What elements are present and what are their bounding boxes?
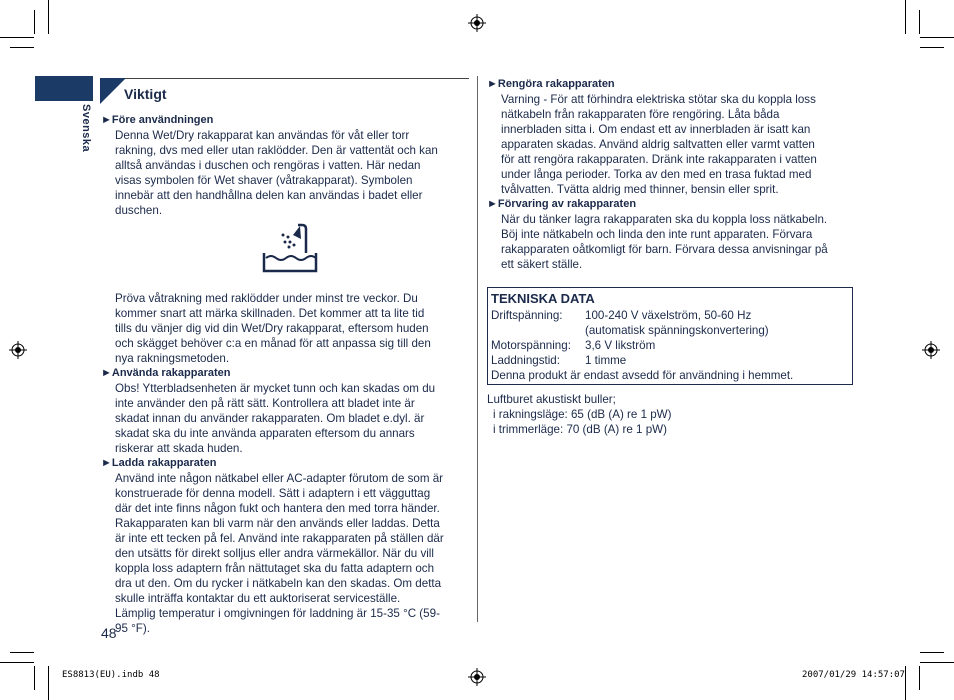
- crop-mark: [0, 37, 34, 38]
- text-line: nya rakningsmetoden.: [115, 352, 230, 365]
- crop-mark: [34, 666, 35, 690]
- tech-label: Driftspänning:: [491, 309, 563, 322]
- text-line: tills du vänjer dig vid din Wet/Dry rakapparat, eftersom huden: [115, 322, 429, 335]
- text-line: visas symbolen för Wet shaver (våtrakapparat). Symbolen: [115, 174, 413, 187]
- text-line: Lämplig temperatur i omgivningen för laddning är 15-35 °C (59-: [115, 607, 440, 620]
- tech-value: (automatisk spänningskonvertering): [585, 324, 769, 337]
- text-line: konstruerade för denna modell. Sätt i adaptern i ett vägguttag: [115, 487, 431, 500]
- tech-value: 100-240 V växelström, 50-60 Hz: [585, 309, 752, 322]
- crop-mark: [920, 662, 954, 663]
- subheading: ►Ladda rakapparaten: [101, 457, 217, 469]
- subheading: ►Rengöra rakapparaten: [487, 78, 615, 90]
- text-line: nätkabeln från rakapparaten före rengöring. Låta båda: [501, 108, 780, 121]
- text-line: 95 °F).: [115, 622, 150, 635]
- shower-bath-icon: [260, 223, 322, 275]
- language-label: Svenska: [80, 104, 92, 153]
- tech-value: 3,6 V likström: [585, 339, 656, 352]
- text-line: Varning - För att förhindra elektriska stötar ska du koppla loss: [501, 93, 816, 106]
- text-line: duschen.: [115, 204, 163, 217]
- subheading: ►Använda rakapparaten: [101, 367, 231, 379]
- text-line: Använd inte någon nätkabel eller AC-adapter förutom de som är: [115, 472, 444, 485]
- tech-value: 1 timme: [585, 354, 627, 367]
- registration-mark-icon: [468, 14, 486, 32]
- subheading: ►Före användningen: [101, 114, 214, 126]
- heading-marker: [100, 78, 126, 104]
- text-line: rakning, dvs med eller utan raklödder. Den är vattentät och kan: [115, 144, 438, 157]
- registration-mark-icon: [922, 341, 940, 359]
- crop-mark: [920, 47, 944, 48]
- text-line: koppla loss adaptern från nättutaget ska du fatta adaptern och: [115, 562, 435, 575]
- text-line: Denna Wet/Dry rakapparat kan användas för våt eller torr: [115, 129, 410, 142]
- heading-rule: [101, 78, 469, 79]
- subheading: ►Förvaring av rakapparaten: [487, 198, 637, 210]
- text-line: i rakningsläge: 65 (dB (A) re 1 pW): [493, 408, 672, 421]
- text-line: för att rengöra rakapparaten. Dränk inte rakapparaten i vatten: [501, 153, 817, 166]
- tech-label: Laddningstid:: [491, 354, 560, 367]
- page-number: 48: [101, 625, 117, 641]
- text-line: skadat ska du inte använda apparaten eftersom du annars: [115, 427, 415, 440]
- text-line: Böj inte nätkabeln och linda den inte runt apparaten. Förvara: [501, 228, 813, 241]
- paragraph-using: [101, 381, 473, 456]
- noise-info: [487, 392, 847, 437]
- crop-mark: [10, 652, 34, 653]
- text-line: riskerar att skada huden.: [115, 442, 243, 455]
- registration-mark-icon: [9, 341, 27, 359]
- text-line: i trimmerläge: 70 (dB (A) re 1 pW): [493, 423, 667, 436]
- text-line: kommer snart att märka skillnaden. Det kommer att ta lite tid: [115, 307, 425, 320]
- text-line: dra ut den. Om du rycker i nätkabeln kan den skadas. Om detta: [115, 577, 442, 590]
- crop-mark: [919, 10, 920, 34]
- language-tab: [35, 76, 93, 101]
- text-line: under långa perioder. Torka av den med en trasa fuktad med: [501, 168, 812, 181]
- text-line: Obs! Ytterbladsenheten är mycket tunn och kan skadas om du: [115, 382, 436, 395]
- text-line: När du tänker lagra rakapparaten ska du koppla loss nätkabeln.: [501, 213, 828, 226]
- technical-data-box: [487, 287, 853, 385]
- text-line: apparaten skadas. Använd aldrig saltvatten eller varmt vatten: [501, 138, 815, 151]
- text-line: är inte ett tecken på fel. Använd inte rakapparaten på ställen där: [115, 532, 444, 545]
- technical-data-title: TEKNISKA DATA: [491, 291, 595, 306]
- text-line: innebär att den handhållna delen kan användas i badet eller: [115, 189, 423, 202]
- footer-file: ES8813(EU).indb 48: [62, 670, 160, 680]
- text-line: Pröva våtrakning med raklödder under minst tre veckor. Du: [115, 292, 418, 305]
- tech-label: Motorspänning:: [491, 339, 571, 352]
- column-divider: [477, 76, 478, 622]
- text-line: och skägget behöver c:a en månad för att anpassa sig till den: [115, 337, 431, 350]
- crop-mark: [0, 662, 34, 663]
- text-line: Rakapparaten kan bli varm när den används eller laddas. Detta: [115, 517, 440, 530]
- crop-mark: [34, 10, 35, 34]
- section-heading: Viktigt: [124, 86, 167, 102]
- crop-mark: [920, 37, 954, 38]
- text-line: skadat innan du använder rakapparaten. Om bladet e.dyl. är: [115, 412, 425, 425]
- crop-mark: [48, 0, 49, 34]
- text-line: inte använder den på rätt sätt. Kontrollera att bladet inte är: [115, 397, 415, 410]
- text-line: tvålvatten. Tvätta aldrig med thinner, bensin eller sprit.: [501, 183, 779, 196]
- crop-mark: [920, 652, 944, 653]
- right-column: [487, 77, 857, 272]
- text-line: den utsätts för direkt solljus eller andra värmekällor. När du vill: [115, 547, 434, 560]
- crop-mark: [905, 0, 906, 34]
- text-line: ett säkert ställe.: [501, 258, 583, 271]
- paragraph-cleaning: [487, 92, 857, 197]
- text-line: där det inte finns någon fukt och hantera den med torra händer.: [115, 502, 440, 515]
- crop-mark: [905, 666, 906, 700]
- paragraph-before-use: [101, 128, 473, 218]
- left-column: [101, 113, 473, 636]
- footer-timestamp: 2007/01/29 14:57:07: [802, 670, 905, 680]
- registration-mark-icon: [468, 668, 486, 686]
- crop-mark: [10, 47, 34, 48]
- paragraph-wet-shaving: [101, 291, 473, 366]
- text-line: innerbladen sitta i. Om endast ett av innerbladen är isatt kan: [501, 123, 811, 136]
- text-line: alltså användas i duschen och rengöras i vatten. Här nedan: [115, 159, 421, 172]
- crop-mark: [48, 666, 49, 700]
- paragraph-storage: [487, 212, 857, 272]
- text-line: skulle inträffa kontaktar du ett auktoriserat serviceställe.: [115, 592, 401, 605]
- paragraph-charging: [101, 471, 473, 636]
- crop-mark: [919, 666, 920, 690]
- text-line: Luftburet akustiskt buller;: [487, 393, 616, 406]
- icon-area: [101, 218, 473, 282]
- tech-note: Denna produkt är endast avsedd för användning i hemmet.: [491, 369, 794, 382]
- text-line: rakapparaten oåtkomligt för barn. Förvara dessa anvisningar på: [501, 243, 828, 256]
